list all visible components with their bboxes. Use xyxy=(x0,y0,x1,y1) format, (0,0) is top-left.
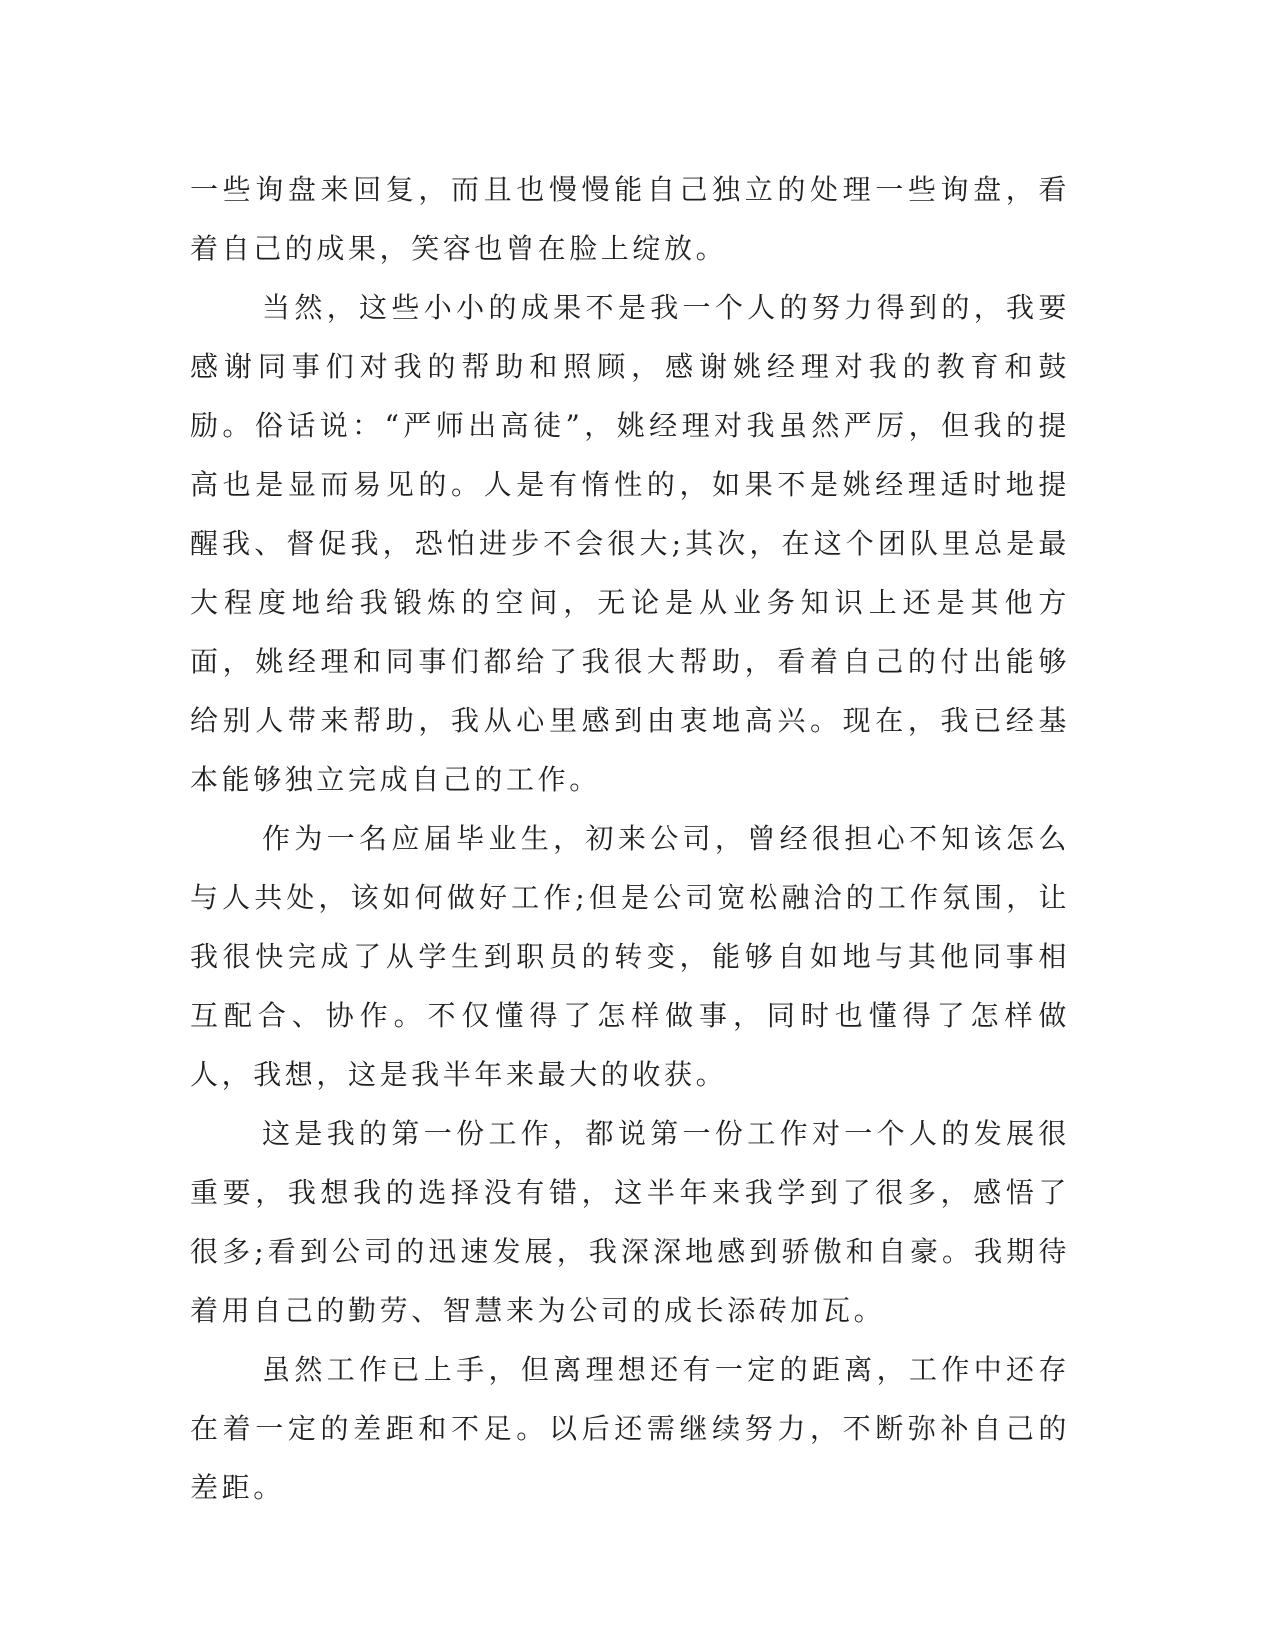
paragraph-1: 一些询盘来回复，而且也慢慢能自己独立的处理一些询盘，看着自己的成果，笑容也曾在脸上绽放。 xyxy=(190,173,1070,265)
paragraph-4: 这是我的第一份工作，都说第一份工作对一个人的发展很重要，我想我的选择没有错，这半年来我学到了很多，感悟了很多;看到公司的迅速发展，我深深地感到骄傲和自豪。我期待着用自己的勤劳、智慧来为公司的成长添砖加瓦。 xyxy=(190,1117,1070,1327)
document-body xyxy=(190,160,1070,1517)
paragraph-2: 当然，这些小小的成果不是我一个人的努力得到的，我要感谢同事们对我的帮助和照顾，感谢姚经理对我的教育和鼓励。俗话说：“严师出高徒”，姚经理对我虽然严厉，但我的提高也是显而易见的。人是有惰性的，如果不是姚经理适时地提醒我、督促我，恐怕进步不会很大;其次，在这个团队里总是最大程度地给我锻炼的空间，无论是从业务知识上还是其他方面，姚经理和同事们都给了我很大帮助，看着自己的付出能够给别人带来帮助，我从心里感到由衷地高兴。现在，我已经基本能够独立完成自己的工作。 xyxy=(190,291,1070,796)
paragraph-5: 虽然工作已上手，但离理想还有一定的距离，工作中还存在着一定的差距和不足。以后还需继续努力，不断弥补自己的差距。 xyxy=(190,1353,1070,1504)
paragraph-3: 作为一名应届毕业生，初来公司，曾经很担心不知该怎么与人共处，该如何做好工作;但是公司宽松融洽的工作氛围，让我很快完成了从学生到职员的转变，能够自如地与其他同事相互配合、协作。不仅懂得了怎样做事，同时也懂得了怎样做人，我想，这是我半年来最大的收获。 xyxy=(190,822,1070,1091)
